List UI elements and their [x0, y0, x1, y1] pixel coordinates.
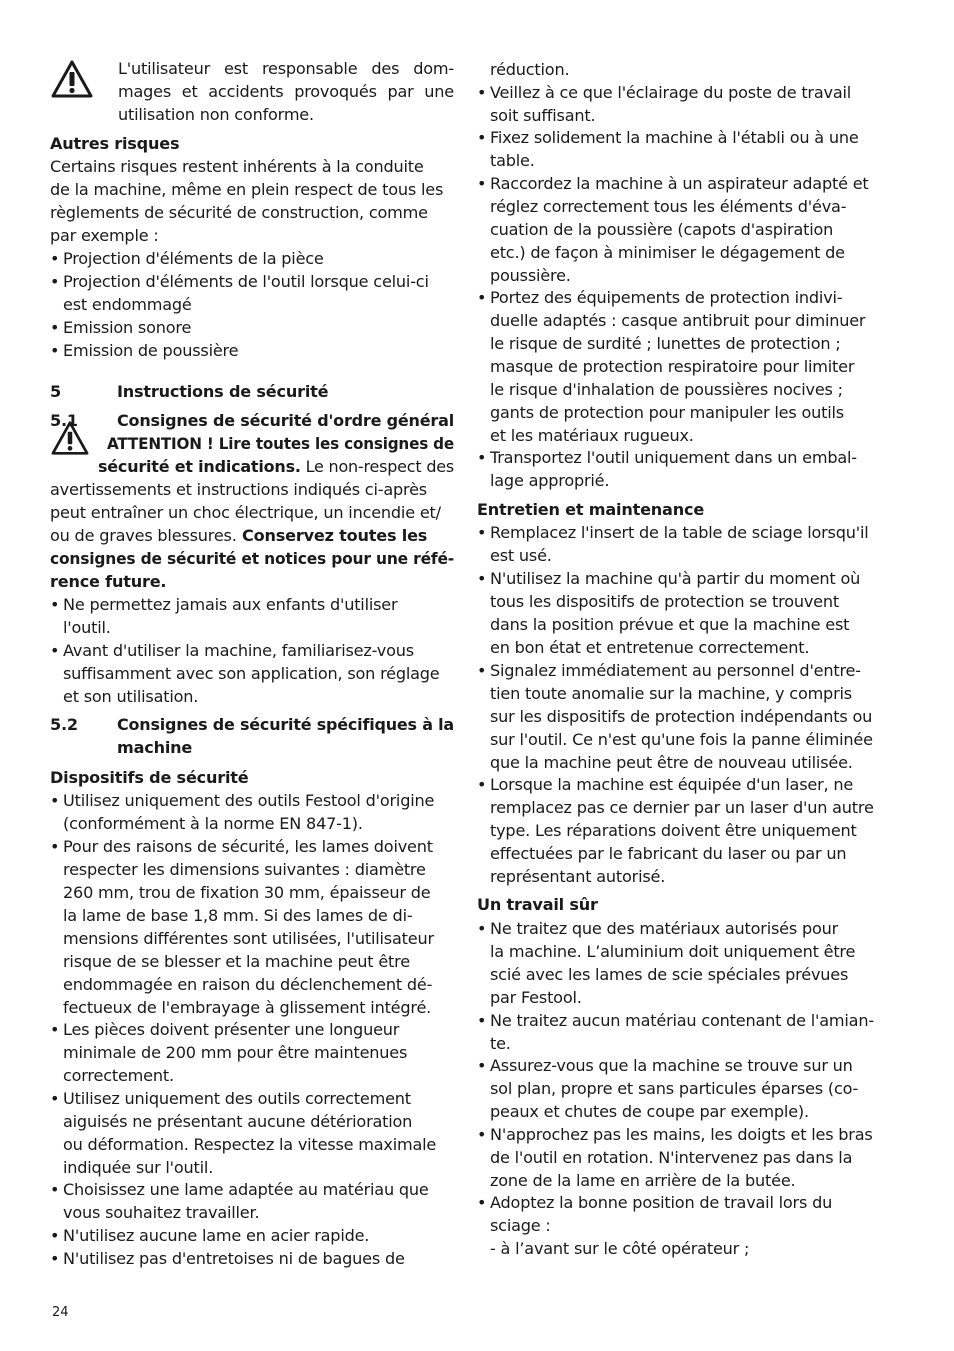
section-5-1-title: Consignes de sécurité d'ordre général: [117, 411, 454, 430]
bullet-text: en bon état et entretenue correctement.: [490, 638, 810, 657]
warning-text-line: L'utilisateur est responsable des dom-: [118, 59, 454, 78]
warning-triangle-icon: [50, 420, 90, 456]
bullet-text: (conformément à la norme EN 847-1).: [63, 814, 363, 833]
travail-heading: Un travail sûr: [477, 895, 598, 914]
bullet-text: Projection d'éléments de l'outil lorsque celui-ci: [63, 272, 429, 291]
bullet-dot: •: [477, 523, 487, 542]
bullet-dot: •: [477, 448, 487, 467]
bullet-text: Utilisez uniquement des outils Festool d'origine: [63, 791, 435, 810]
bullet-text: Raccordez la machine à un aspirateur adapté et: [490, 174, 869, 193]
bullet-text: aiguisés ne présentant aucune détérioration: [63, 1112, 413, 1131]
bullet-text: sol plan, propre et sans particules éparses (co-: [490, 1079, 859, 1098]
bullet-text: sciage :: [490, 1216, 551, 1235]
bullet-text: Ne traitez aucun matériau contenant de l'amian-: [490, 1011, 874, 1030]
paragraph-line: peut entraîner un choc électrique, un incendie et/: [50, 503, 441, 522]
bullet-text: Avant d'utiliser la machine, familiarisez-vous: [63, 641, 414, 660]
bullet-text: N'utilisez pas d'entretoises ni de bagues de: [63, 1249, 405, 1268]
bullet-text: réglez correctement tous les éléments d'éva-: [490, 197, 847, 216]
warning-text-line: utilisation non conforme.: [118, 105, 314, 124]
bullet-text: duelle adaptés : casque antibruit pour diminuer: [490, 311, 866, 330]
bullet-dot: •: [477, 775, 487, 794]
bullet-text: tien toute anomalie sur la machine, y compris: [490, 684, 852, 703]
bullet-text: poussière.: [490, 266, 571, 285]
bullet-text: fectueux de l'embrayage à glissement intégré.: [63, 998, 432, 1017]
bullet-text: Lorsque la machine est équipée d'un laser, ne: [490, 775, 854, 794]
bullet-text: tous les dispositifs de protection se trouvent: [490, 592, 839, 611]
bullet-text: réduction.: [490, 60, 570, 79]
bullet-text: respecter les dimensions suivantes : diamètre: [63, 860, 426, 879]
bullet-text: effectuées par le fabricant du laser ou par un: [490, 844, 847, 863]
bullet-text: Emission de poussière: [63, 341, 239, 360]
bullet-text: N'utilisez la machine qu'à partir du moment où: [490, 569, 861, 588]
bullet-text: Les pièces doivent présenter une longueur: [63, 1020, 400, 1039]
bullet-dot: •: [477, 1056, 487, 1075]
bullet-text: type. Les réparations doivent être uniquement: [490, 821, 857, 840]
bullet-text: Ne permettez jamais aux enfants d'utiliser: [63, 595, 398, 614]
section-5-2-title: Consignes de sécurité spécifiques à la: [117, 715, 454, 734]
bullet-text: Remplacez l'insert de la table de sciage lorsqu'il: [490, 523, 869, 542]
bullet-text: gants de protection pour manipuler les outils: [490, 403, 844, 422]
bullet-text: Veillez à ce que l'éclairage du poste de travail: [490, 83, 852, 102]
paragraph-line: consignes de sécurité et notices pour une réfé-: [50, 549, 454, 568]
bullet-text: table.: [490, 151, 535, 170]
autres-risques-heading: Autres risques: [50, 134, 180, 153]
bullet-text: correctement.: [63, 1066, 174, 1085]
paragraph-line: ou de graves blessures. Conservez toutes les: [50, 526, 428, 545]
bullet-text: etc.) de façon à minimiser le dégagement de: [490, 243, 845, 262]
bullet-dot: •: [477, 661, 487, 680]
bullet-dot: •: [50, 1226, 60, 1245]
bullet-text: Choisissez une lame adaptée au matériau que: [63, 1180, 429, 1199]
bullet-text: indiquée sur l'outil.: [63, 1158, 214, 1177]
bullet-text: Transportez l'outil uniquement dans un embal-: [490, 448, 857, 467]
bullet-text: Emission sonore: [63, 318, 192, 337]
bullet-text: par Festool.: [490, 988, 582, 1007]
bullet-text: - à l’avant sur le côté opérateur ;: [490, 1239, 750, 1258]
bullet-dot: •: [50, 318, 60, 337]
section-5-2-title: machine: [117, 738, 193, 757]
bullet-dot: •: [477, 569, 487, 588]
bullet-text: sur les dispositifs de protection indépendants ou: [490, 707, 873, 726]
bullet-dot: •: [477, 83, 487, 102]
bullet-dot: •: [477, 174, 487, 193]
dispositifs-heading: Dispositifs de sécurité: [50, 768, 249, 787]
bullet-dot: •: [50, 837, 60, 856]
section-5-number: 5: [50, 382, 61, 401]
bullet-text: zone de la lame en arrière de la butée.: [490, 1171, 796, 1190]
bullet-text: te.: [490, 1034, 511, 1053]
bullet-dot: •: [50, 341, 60, 360]
bullet-dot: •: [50, 272, 60, 291]
bullet-text: endommagée en raison du déclenchement dé-: [63, 975, 433, 994]
bullet-text: risque de se blesser et la machine peut être: [63, 952, 410, 971]
bullet-dot: •: [50, 595, 60, 614]
paragraph-line: règlements de sécurité de construction, comme: [50, 203, 428, 222]
bullet-dot: •: [50, 791, 60, 810]
warning-text-line: mages et accidents provoqués par une: [118, 82, 454, 101]
bullet-text: cuation de la poussière (capots d'aspiration: [490, 220, 834, 239]
bullet-text: la lame de base 1,8 mm. Si des lames de di-: [63, 906, 413, 925]
bullet-text: mensions différentes sont utilisées, l'utilisateur: [63, 929, 434, 948]
bullet-text: N'utilisez aucune lame en acier rapide.: [63, 1226, 370, 1245]
bullet-dot: •: [50, 1089, 60, 1108]
bullet-dot: •: [50, 249, 60, 268]
bullet-text: Adoptez la bonne position de travail lors du: [490, 1193, 833, 1212]
warning-triangle-icon: [50, 59, 94, 99]
attention-line: ATTENTION ! Lire toutes les consignes de: [107, 434, 454, 453]
paragraph-line: par exemple :: [50, 226, 159, 245]
bullet-text: lage approprié.: [490, 471, 610, 490]
bullet-text: que la machine peut être de nouveau utilisée.: [490, 753, 853, 772]
entretien-heading: Entretien et maintenance: [477, 500, 705, 519]
bullet-dot: •: [50, 1180, 60, 1199]
bullet-text: N'approchez pas les mains, les doigts et les bras: [490, 1125, 873, 1144]
paragraph-line: rence future.: [50, 572, 167, 591]
bullet-text: minimale de 200 mm pour être maintenues: [63, 1043, 408, 1062]
bullet-text: de l'outil en rotation. N'intervenez pas dans la: [490, 1148, 853, 1167]
bullet-text: Assurez-vous que la machine se trouve sur un: [490, 1056, 853, 1075]
bullet-text: le risque de surdité ; lunettes de protection ;: [490, 334, 841, 353]
bullet-text: Portez des équipements de protection indivi-: [490, 288, 843, 307]
bullet-text: est usé.: [490, 546, 552, 565]
bullet-text: sur l'outil. Ce n'est qu'une fois la panne éliminée: [490, 730, 873, 749]
bullet-dot: •: [50, 641, 60, 660]
paragraph-line: de la machine, même en plein respect de tous les: [50, 180, 444, 199]
bullet-dot: •: [477, 1193, 487, 1212]
bullet-dot: •: [477, 128, 487, 147]
paragraph-line: avertissements et instructions indiqués ci-après: [50, 480, 427, 499]
paragraph-line: Certains risques restent inhérents à la conduite: [50, 157, 424, 176]
bullet-text: Utilisez uniquement des outils correctement: [63, 1089, 411, 1108]
bullet-dot: •: [477, 919, 487, 938]
bullet-text: la machine. L’aluminium doit uniquement être: [490, 942, 856, 961]
bullet-text: Ne traitez que des matériaux autorisés pour: [490, 919, 839, 938]
bullet-text: l'outil.: [63, 618, 111, 637]
section-5-title: Instructions de sécurité: [117, 382, 329, 401]
bullet-text: Pour des raisons de sécurité, les lames doivent: [63, 837, 433, 856]
section-5-1-number: 5.1: [50, 411, 78, 430]
bullet-text: 260 mm, trou de fixation 30 mm, épaisseur de: [63, 883, 431, 902]
bullet-text: vous souhaitez travailler.: [63, 1203, 260, 1222]
bullet-dot: •: [477, 288, 487, 307]
bullet-dot: •: [477, 1125, 487, 1144]
bullet-text: ou déformation. Respectez la vitesse maximale: [63, 1135, 437, 1154]
bullet-text: suffisamment avec son application, son réglage: [63, 664, 440, 683]
bullet-text: Projection d'éléments de la pièce: [63, 249, 324, 268]
bullet-text: remplacez pas ce dernier par un laser d'un autre: [490, 798, 874, 817]
bullet-text: et les matériaux rugueux.: [490, 426, 694, 445]
bullet-text: scié avec les lames de scie spéciales prévues: [490, 965, 849, 984]
bullet-text: le risque d'inhalation de poussières nocives ;: [490, 380, 843, 399]
bullet-text: dans la position prévue et que la machine est: [490, 615, 850, 634]
bullet-text: Signalez immédiatement au personnel d'entre-: [490, 661, 861, 680]
bullet-text: est endommagé: [63, 295, 192, 314]
bullet-text: soit suffisant.: [490, 106, 596, 125]
bullet-text: masque de protection respiratoire pour limiter: [490, 357, 855, 376]
bullet-text: peaux et chutes de coupe par exemple).: [490, 1102, 809, 1121]
bullet-text: et son utilisation.: [63, 687, 199, 706]
bullet-dot: •: [477, 1011, 487, 1030]
page-number: 24: [52, 1305, 69, 1320]
attention-line: sécurité et indications. Le non-respect des: [98, 457, 454, 476]
section-5-2-number: 5.2: [50, 715, 78, 734]
bullet-text: Fixez solidement la machine à l'établi ou à une: [490, 128, 859, 147]
bullet-dot: •: [50, 1249, 60, 1268]
bullet-text: représentant autorisé.: [490, 867, 666, 886]
bullet-dot: •: [50, 1020, 60, 1039]
